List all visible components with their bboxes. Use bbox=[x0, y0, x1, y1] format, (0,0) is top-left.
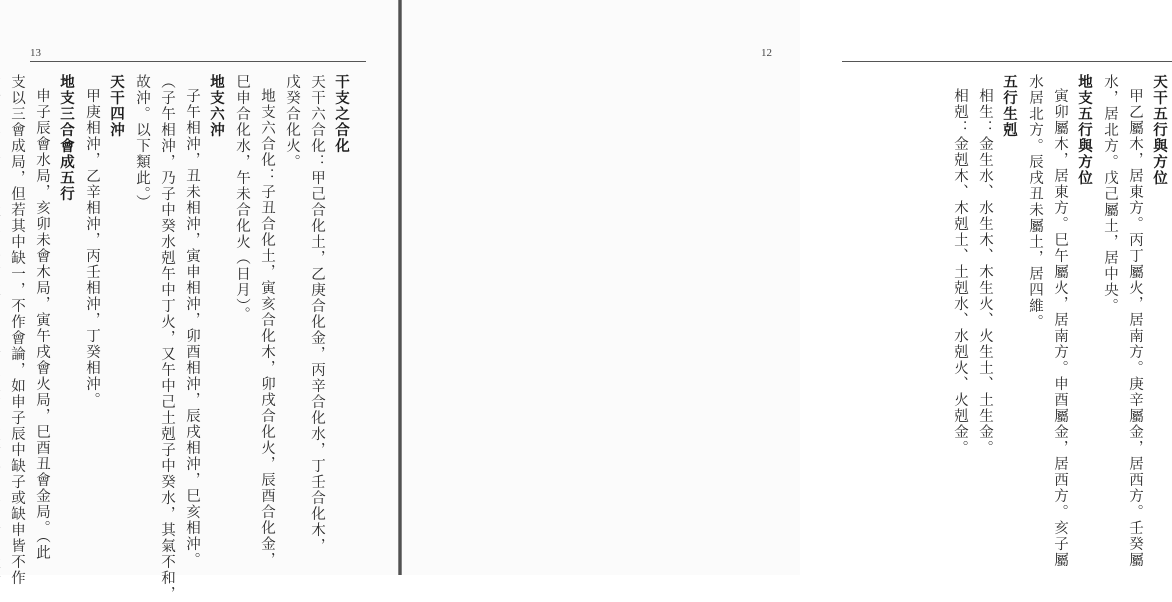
right-page bbox=[402, 0, 1168, 575]
page-number: 13 bbox=[30, 47, 41, 59]
text-column: （子午相沖，乃子中癸水剋午中丁火，又午中己土剋子中癸水，其氣不和， bbox=[159, 74, 175, 602]
text-column: 子午相沖，丑未相沖，寅申相沖，卯酉相沖，辰戌相沖，巳亥相沖。 bbox=[184, 88, 200, 568]
text-column: 巳申合化水，午未合化火（日月）。 bbox=[234, 74, 250, 323]
text-column: 地支六合化：子丑合化土，寅亥合化木，卯戌合化火，辰酉合化金， bbox=[259, 88, 275, 568]
text-column: 天干六合化：甲己合化土，乙庚合化金，丙辛合化水，丁壬合化木， bbox=[309, 74, 325, 554]
section-heading: 地支六沖 bbox=[208, 74, 225, 138]
text-column: 水，居北方。戊己屬土，居中央。 bbox=[1102, 74, 1118, 314]
section-heading: 地支三合會成五行 bbox=[58, 74, 75, 202]
text-column: 申子辰會水局，亥卯未會木局，寅午戌會火局，巳酉丑會金局。（此 bbox=[34, 88, 50, 561]
section-heading: 天干五行與方位 bbox=[1151, 74, 1168, 186]
left-page bbox=[0, 0, 398, 602]
text-column: 故沖。以下類此。） bbox=[134, 74, 150, 211]
text-column: 甲庚相沖，乙辛相沖，丙壬相沖，丁癸相沖。 bbox=[84, 88, 100, 408]
section-heading: 五行生剋 bbox=[1001, 74, 1018, 138]
text-column: 戊癸合化火。 bbox=[284, 74, 300, 170]
text-column: 相剋：金剋木、木剋土、土剋水、水剋火、火剋金。 bbox=[952, 88, 968, 456]
section-heading: 干支之合化 bbox=[333, 74, 350, 154]
header-rule bbox=[30, 61, 366, 62]
left-page-text bbox=[9, 74, 354, 602]
right-page-text bbox=[952, 74, 1172, 568]
text-column: 寅卯屬木，居東方。巳午屬火，居南方。申酉屬金，居西方。亥子屬 bbox=[1052, 88, 1068, 568]
section-heading: 天干四沖 bbox=[108, 74, 125, 138]
text-column: 相生：金生水、水生木、木生火、火生土、土生金。 bbox=[977, 88, 993, 456]
text-column: 甲乙屬木，居東方。丙丁屬火，居南方。庚辛屬金，居西方。壬癸屬 bbox=[1127, 88, 1143, 568]
page-number: 12 bbox=[761, 47, 772, 59]
text-column: 水居北方。辰戌丑未屬土，居四維。 bbox=[1027, 74, 1043, 330]
text-column: 支以三會成局，但若其中缺一，不作會論，如申子辰中缺子或缺申皆不作 bbox=[9, 74, 25, 586]
header-rule bbox=[842, 61, 1172, 62]
section-heading: 地支五行與方位 bbox=[1076, 74, 1093, 186]
